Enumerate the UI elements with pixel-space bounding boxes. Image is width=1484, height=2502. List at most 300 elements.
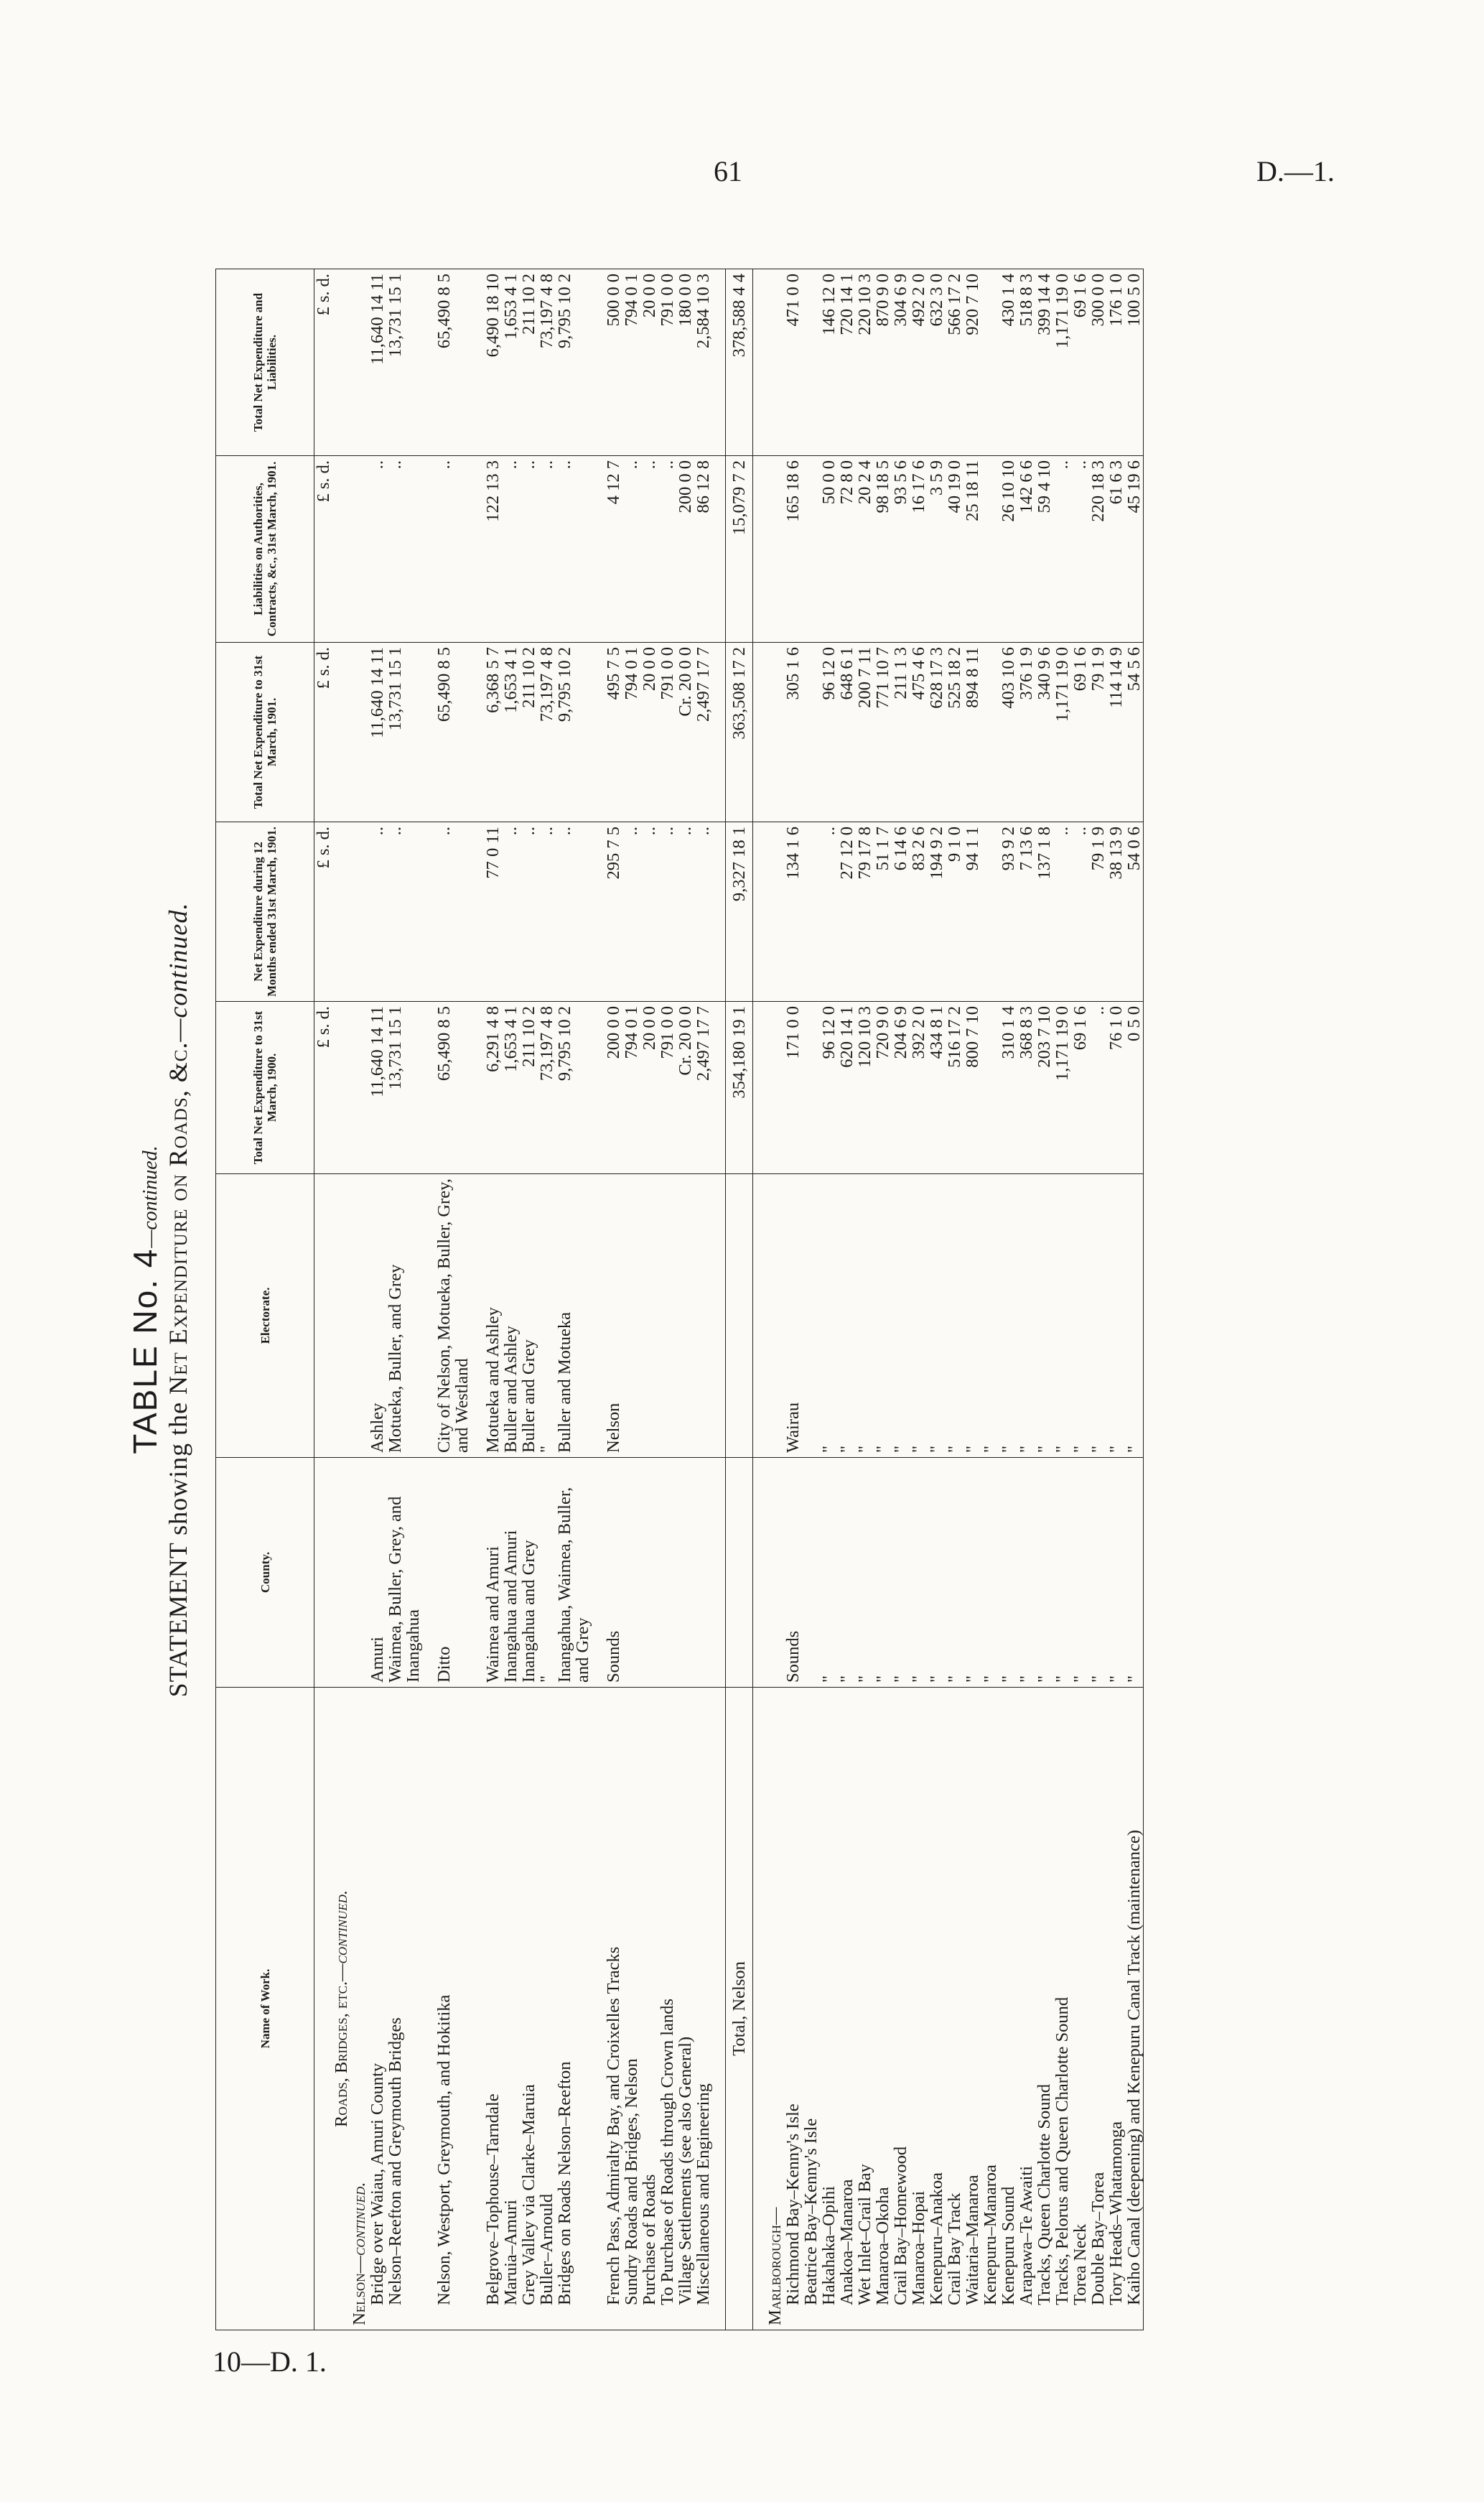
cell-total-1900: 96 12 0 [820,1002,838,1174]
row-county: " [874,1458,892,1688]
cell-net-12m: .. [1071,822,1089,1002]
cell-total-liab: 430 1 4 [999,269,1017,456]
cell-total-liab: 720 14 1 [838,269,856,456]
cell-total-1901: 791 0 0 [658,643,676,822]
row-county: Inangahua and Grey [520,1458,538,1688]
row-name: Wet Inlet–Crail Bay [855,2164,874,2305]
cell-liabilities: .. [658,456,676,643]
cell-total-liab: 1,653 4 1 [502,269,520,456]
row-name: Miscellaneous and Engineering [694,2083,713,2305]
spacer-row [471,269,484,2330]
row-county: " [838,1458,856,1688]
row-county: Ditto [435,1458,471,1688]
row-electorate: " [1017,1174,1035,1458]
cell-total-liab: 566 17 2 [946,269,963,456]
cell-total-1900: 0 5 0 [1125,1002,1144,1174]
table-row [874,269,892,2330]
cell-total-1901: 2,497 17 7 [694,643,712,822]
statement-main: Net Expenditure on Roads, &c. [164,1041,192,1395]
cell-total-1901: Cr. 20 0 0 [676,643,694,822]
cell-total-liab: 304 6 9 [892,269,910,456]
cell-net-12m [802,822,820,1002]
row-county: " [1125,1458,1144,1688]
row-county: Sounds [784,1458,802,1688]
row-electorate: Ashley [368,1174,386,1458]
row-county [676,1458,694,1688]
cell-liabilities: .. [1053,456,1071,643]
cell-total-liab: 870 9 0 [874,269,892,456]
cell-total-1901: 340 9 6 [1035,643,1053,822]
cell-total-1901: 475 4 6 [910,643,928,822]
row-name: To Purchase of Roads through Crown lands [658,1999,677,2305]
cell-total-1900: 2,497 17 7 [694,1002,712,1174]
section-heading [332,1688,350,2330]
cell-total-1901: 628 17 3 [928,643,946,822]
header-liabilities: Liabilities on Authorities, Contracts, &c., 31st March, 1901. [216,456,314,643]
row-county: " [1071,1458,1089,1688]
header-net-12m: Net Expenditure during 12 Months ended 31st March, 1901. [216,822,314,1002]
cell-total-1900 [981,1002,999,1174]
table-row [726,269,753,2330]
cell-liabilities: 72 8 0 [838,456,856,643]
cell-total-1900: 9,795 10 2 [556,1002,592,1174]
row-county: " [910,1458,928,1688]
units-label: £ s. d. [314,822,333,1002]
cell-total-1900: 800 7 10 [963,1002,981,1174]
table-row [1125,269,1144,2330]
table-row [910,269,928,2330]
cell-liabilities [981,456,999,643]
cell-total-1901: 211 10 2 [520,643,538,822]
row-electorate [676,1174,694,1458]
cell-total-1900: 120 10 3 [856,1002,874,1174]
table-row [502,269,520,2330]
row-electorate: City of Nelson, Motueka, Buller, Grey, and Westland [435,1174,471,1458]
row-name: Maruia–Amuri [501,2200,521,2305]
cell-liabilities: 86 12 8 [694,456,712,643]
row-county: Waimea, Buller, Grey, and Inangahua [386,1458,422,1688]
cell-total-liab: 211 10 2 [520,269,538,456]
cell-total-liab: 399 14 4 [1035,269,1053,456]
row-county: " [820,1458,838,1688]
cell-total-1900: 65,490 8 5 [435,1002,471,1174]
table-wrapper [215,269,1144,2330]
row-name: Tory Heads–Whatamonga [1106,2121,1126,2305]
cell-total-1900: 516 17 2 [946,1002,963,1174]
cell-total-1900: 354,180 19 1 [726,1002,753,1174]
row-electorate [640,1174,658,1458]
cell-net-12m: 137 1 8 [1035,822,1053,1002]
cell-net-12m: .. [658,822,676,1002]
row-county: " [1035,1458,1053,1688]
table-subtitle [163,269,193,2330]
cell-total-liab: 920 7 10 [963,269,981,456]
row-electorate: Buller and Grey [520,1174,538,1458]
row-name: French Pass, Admiralty Bay, and Croixelles Tracks [604,1946,623,2305]
row-county [694,1458,712,1688]
row-county: " [1089,1458,1107,1688]
spacer-row [422,269,435,2330]
cell-net-12m: .. [520,822,538,1002]
section-heading-cont: continued. [332,1889,351,1964]
header-total-liab: Total Net Expenditure and Liabilities. [216,269,314,456]
cell-total-1900 [802,1002,820,1174]
row-electorate: " [963,1174,981,1458]
cell-total-liab: 176 1 0 [1107,269,1125,456]
row-name: Double Bay–Torea [1088,2172,1108,2305]
cell-liabilities: 122 13 3 [484,456,502,643]
row-county: " [538,1458,556,1688]
row-electorate: " [999,1174,1017,1458]
cell-total-1900: 171 0 0 [784,1002,802,1174]
row-electorate [658,1174,676,1458]
cell-total-1900: 11,640 14 11 [368,1002,386,1174]
cell-net-12m: 9 1 0 [946,822,963,1002]
cell-net-12m: 295 7 5 [605,822,622,1002]
spacer-row [712,269,726,2330]
row-name: Crail Bay Track [945,2192,964,2305]
row-name: Purchase of Roads [640,2174,659,2305]
row-county: " [892,1458,910,1688]
row-county: " [981,1458,999,1688]
row-county: " [1053,1458,1071,1688]
row-electorate [694,1174,712,1458]
row-name: Manaroa–Okoha [873,2187,892,2305]
cell-total-1901: 1,171 19 0 [1053,643,1071,822]
row-county [802,1458,820,1688]
cell-liabilities: 59 4 10 [1035,456,1053,643]
row-county: " [856,1458,874,1688]
row-county: " [999,1458,1017,1688]
row-name: Crail Bay–Homewood [891,2146,910,2305]
cell-liabilities: 61 6 3 [1107,456,1125,643]
cell-liabilities: .. [386,456,422,643]
cell-total-liab: 791 0 0 [658,269,676,456]
cell-total-liab: 9,795 10 2 [556,269,592,456]
cell-total-liab: 100 5 0 [1125,269,1144,456]
table-row [605,269,622,2330]
table-row [622,269,640,2330]
cell-total-liab: 6,490 18 10 [484,269,502,456]
cell-liabilities: .. [538,456,556,643]
cell-liabilities: .. [556,456,592,643]
nelson-heading-text: Nelson— [350,2256,369,2325]
section-heading-row [332,269,350,2330]
row-name: Kenepuru–Anakoa [927,2172,946,2305]
cell-net-12m: 6 14 6 [892,822,910,1002]
table-row [928,269,946,2330]
row-county [640,1458,658,1688]
cell-total-1901: 305 1 6 [784,643,802,822]
row-name: Kaiho Canal (deepening) and Kenepuru Canal Track (maintenance) [1124,1830,1144,2305]
header-electorate: Electorate. [216,1174,314,1458]
cell-liabilities: .. [520,456,538,643]
cell-total-liab: 300 0 0 [1089,269,1107,456]
table-row [802,269,820,2330]
cell-total-1900: 310 1 4 [999,1002,1017,1174]
row-electorate: " [1089,1174,1107,1458]
cell-total-1901: 13,731 15 1 [386,643,422,822]
row-county [622,1458,640,1688]
document-reference: D.—1. [1256,155,1335,187]
cell-total-1901: 1,653 4 1 [502,643,520,822]
row-electorate: " [928,1174,946,1458]
row-name: Bridges on Roads Nelson–Reefton [555,2061,574,2305]
table-row [1017,269,1035,2330]
cell-net-12m: .. [386,822,422,1002]
row-electorate: " [1035,1174,1053,1458]
cell-total-1901: 376 1 9 [1017,643,1035,822]
cell-total-1901: 200 7 11 [856,643,874,822]
row-electorate [622,1174,640,1458]
table-row [963,269,981,2330]
table-row [1107,269,1125,2330]
table-row [999,269,1017,2330]
cell-net-12m: 83 2 6 [910,822,928,1002]
cell-net-12m: .. [820,822,838,1002]
table-row [1053,269,1071,2330]
cell-total-1901: 20 0 0 [640,643,658,822]
cell-total-1900: 76 1 0 [1107,1002,1125,1174]
table-row [784,269,802,2330]
table-continued: —continued. [139,1145,162,1248]
cell-liabilities: 4 12 7 [605,456,622,643]
nelson-heading-cont: continued. [350,2182,369,2256]
cell-total-1901 [802,643,820,822]
row-name: Sundry Roads and Bridges, Nelson [622,2058,641,2305]
cell-liabilities: 98 18 5 [874,456,892,643]
cell-total-1901: 495 7 5 [605,643,622,822]
units-row [314,269,333,2330]
row-name: Buller–Arnould [537,2193,556,2305]
row-county [658,1458,676,1688]
row-electorate [726,1174,753,1458]
table-row [368,269,386,2330]
cell-liabilities: 15,079 7 2 [726,456,753,643]
cell-total-liab: 492 2 0 [910,269,928,456]
cell-total-1901: 794 0 1 [622,643,640,822]
cell-total-1900: 368 8 3 [1017,1002,1035,1174]
cell-total-liab: 1,171 19 0 [1053,269,1071,456]
cell-total-liab: 180 0 0 [676,269,694,456]
table-body [314,269,1144,2330]
cell-total-1901: 363,508 17 2 [726,643,753,822]
cell-net-12m: 79 1 9 [1089,822,1107,1002]
cell-net-12m: 27 12 0 [838,822,856,1002]
cell-total-1900: .. [1089,1002,1107,1174]
nelson-heading-row [350,269,368,2330]
cell-liabilities: .. [640,456,658,643]
cell-total-1900: 720 9 0 [874,1002,892,1174]
cell-total-liab: 220 10 3 [856,269,874,456]
cell-net-12m: 134 1 6 [784,822,802,1002]
table-row [386,269,422,2330]
cell-total-1901: 11,640 14 11 [368,643,386,822]
row-county: " [1017,1458,1035,1688]
row-electorate: " [946,1174,963,1458]
row-electorate: Motueka, Buller, and Grey [386,1174,422,1458]
cell-total-1901: 73,197 4 8 [538,643,556,822]
row-name: Manaroa–Hopai [909,2190,928,2305]
row-name: Anakoa–Manaroa [837,2179,857,2305]
cell-net-12m: .. [556,822,592,1002]
cell-total-1900: 791 0 0 [658,1002,676,1174]
cell-liabilities: 200 0 0 [676,456,694,643]
row-electorate: " [856,1174,874,1458]
cell-total-liab: 13,731 15 1 [386,269,422,456]
cell-total-1901: 65,490 8 5 [435,643,471,822]
cell-total-liab [802,269,820,456]
row-county: " [1107,1458,1125,1688]
cell-total-liab: 518 8 3 [1017,269,1035,456]
table-row [694,269,712,2330]
row-name: Richmond Bay–Kenny's Isle [783,2103,803,2305]
cell-net-12m: 79 17 8 [856,822,874,1002]
cell-net-12m: 93 9 2 [999,822,1017,1002]
row-county: Inangahua, Waimea, Buller, and Grey [556,1458,592,1688]
header-row [216,269,314,2330]
cell-net-12m: .. [622,822,640,1002]
row-county: Inangahua and Amuri [502,1458,520,1688]
cell-net-12m: .. [640,822,658,1002]
cell-total-1900: 69 1 6 [1071,1002,1089,1174]
header-county: County. [216,1458,314,1688]
row-electorate: " [1125,1174,1144,1458]
table-row [538,269,556,2330]
cell-total-1900: 73,197 4 8 [538,1002,556,1174]
row-name: Kenepuru Sound [999,2186,1018,2305]
cell-liabilities: 16 17 6 [910,456,928,643]
cell-liabilities: .. [622,456,640,643]
row-county: " [928,1458,946,1688]
cell-total-liab: 471 0 0 [784,269,802,456]
spacer-row [753,269,767,2330]
cell-total-1900: 20 0 0 [640,1002,658,1174]
cell-total-1901: 403 10 6 [999,643,1017,822]
cell-liabilities: 50 0 0 [820,456,838,643]
cell-total-liab: 146 12 0 [820,269,838,456]
expenditure-table [215,269,1144,2330]
row-electorate: " [981,1174,999,1458]
table-row [435,269,471,2330]
cell-total-1901: 525 18 2 [946,643,963,822]
section-heading-text: Roads, Bridges, etc.— [332,1963,351,2128]
cell-total-1900: 1,653 4 1 [502,1002,520,1174]
marlborough-heading-row [766,269,784,2330]
row-electorate: " [1053,1174,1071,1458]
cell-net-12m: 94 1 1 [963,822,981,1002]
cell-total-1900: 794 0 1 [622,1002,640,1174]
cell-total-1900: 434 8 1 [928,1002,946,1174]
cell-total-liab: 11,640 14 11 [368,269,386,456]
cell-liabilities: 165 18 6 [784,456,802,643]
row-name: Torea Neck [1070,2223,1090,2305]
footer-reference: 10—D. 1. [213,2345,327,2378]
cell-net-12m: 77 0 11 [484,822,502,1002]
table-row [892,269,910,2330]
cell-total-liab: 65,490 8 5 [435,269,471,456]
table-row [981,269,999,2330]
units-label: £ s. d. [314,643,333,822]
cell-liabilities: .. [1071,456,1089,643]
cell-total-1900: 203 7 10 [1035,1002,1053,1174]
cell-net-12m: 51 1 7 [874,822,892,1002]
table-row [1071,269,1089,2330]
cell-total-liab: 378,588 4 4 [726,269,753,456]
cell-total-liab [981,269,999,456]
row-name: Hakahaka–Opihi [819,2186,839,2305]
row-electorate: Wairau [784,1174,802,1458]
cell-total-liab: 632 3 0 [928,269,946,456]
cell-total-1901: 54 5 6 [1125,643,1144,822]
rotated-table-page [126,269,1339,2330]
cell-liabilities: 45 19 6 [1125,456,1144,643]
cell-total-1901: 6,368 5 7 [484,643,502,822]
cell-total-1901 [981,643,999,822]
statement-continued: —continued. [164,902,192,1042]
row-name: Tracks, Queen Charlotte Sound [1035,2083,1054,2305]
cell-total-1900: 6,291 4 8 [484,1002,502,1174]
cell-liabilities: 142 6 6 [1017,456,1035,643]
cell-liabilities: .. [435,456,471,643]
marlborough-heading: Marlborough— [766,1688,784,2330]
row-electorate: Buller and Motueka [556,1174,592,1458]
units-label: £ s. d. [314,456,333,643]
row-electorate: " [1071,1174,1089,1458]
row-county: " [946,1458,963,1688]
row-name: Tracks, Pelorus and Queen Charlotte Sound [1053,1996,1072,2305]
row-electorate [802,1174,820,1458]
cell-net-12m [981,822,999,1002]
cell-total-1901: 648 6 1 [838,643,856,822]
row-county: Sounds [605,1458,622,1688]
row-electorate: Motueka and Ashley [484,1174,502,1458]
cell-total-liab: 20 0 0 [640,269,658,456]
table-row [484,269,502,2330]
cell-liabilities: 3 5 9 [928,456,946,643]
cell-total-1900: 392 2 0 [910,1002,928,1174]
table-row [520,269,538,2330]
table-title [126,269,164,2330]
cell-net-12m: 54 0 6 [1125,822,1144,1002]
table-row [1089,269,1107,2330]
cell-total-1901: 894 8 11 [963,643,981,822]
table-row [838,269,856,2330]
cell-total-1900: 200 0 0 [605,1002,622,1174]
cell-total-liab: 73,197 4 8 [538,269,556,456]
cell-liabilities: .. [502,456,520,643]
table-row [640,269,658,2330]
cell-net-12m: .. [676,822,694,1002]
cell-net-12m: .. [368,822,386,1002]
cell-liabilities: 20 2 4 [856,456,874,643]
row-name: Arapawa–Te Awaiti [1017,2165,1036,2305]
table-row [676,269,694,2330]
cell-total-1900: 204 6 9 [892,1002,910,1174]
cell-total-1900: 211 10 2 [520,1002,538,1174]
cell-total-liab: 2,584 10 3 [694,269,712,456]
cell-net-12m: 38 13 9 [1107,822,1125,1002]
row-name: Bridge over Waiau, Amuri County [368,2062,387,2305]
table-row [820,269,838,2330]
row-electorate: " [874,1174,892,1458]
cell-net-12m: .. [694,822,712,1002]
table-row [556,269,592,2330]
row-electorate: Buller and Ashley [502,1174,520,1458]
cell-liabilities: 40 19 0 [946,456,963,643]
cell-total-1901: 771 10 7 [874,643,892,822]
cell-total-1900: Cr. 20 0 0 [676,1002,694,1174]
